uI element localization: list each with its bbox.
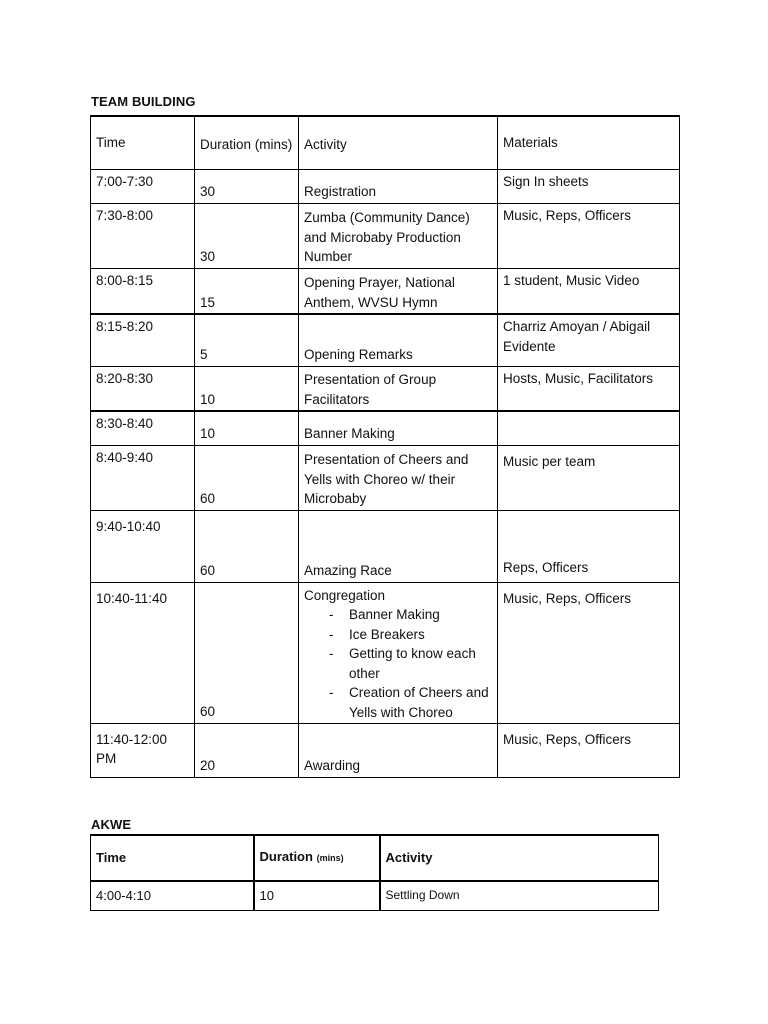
header-duration-label: Duration xyxy=(259,849,313,865)
cell-activity: Amazing Race xyxy=(299,510,498,582)
header-duration: Duration (mins) xyxy=(195,116,299,169)
header-materials: Materials xyxy=(498,116,680,169)
cell-duration: 10 xyxy=(195,411,299,445)
cell-materials xyxy=(498,411,680,445)
cell-time: 10:40-11:40 xyxy=(91,582,195,723)
table-header-row xyxy=(91,835,659,881)
activity-title: Congregation xyxy=(304,587,386,603)
cell-materials: Music, Reps, Officers xyxy=(498,582,680,723)
cell-time: 8:30-8:40 xyxy=(91,411,195,445)
header-duration-unit: (mins) xyxy=(316,853,344,864)
cell-time: 7:30-8:00 xyxy=(91,203,195,268)
cell-time: 8:20-8:30 xyxy=(91,366,195,411)
cell-duration: 5 xyxy=(195,314,299,366)
table-row xyxy=(91,582,680,723)
list-item: - Creation of Cheers and Yells with Choreo xyxy=(304,683,493,722)
cell-materials: Music per team xyxy=(498,445,680,510)
list-item: - Banner Making xyxy=(304,605,493,625)
list-item: - Ice Breakers xyxy=(304,625,493,645)
cell-activity: Zumba (Community Dance) and Microbaby Production Number xyxy=(299,203,498,268)
cell-duration: 60 xyxy=(195,582,299,723)
cell-activity: Banner Making xyxy=(299,411,498,445)
cell-activity: Presentation of Group Facilitators xyxy=(299,366,498,411)
cell-time: 11:40-12:00 PM xyxy=(91,723,195,777)
table-row xyxy=(91,445,680,510)
cell-duration: 30 xyxy=(195,169,299,203)
header-time: Time xyxy=(91,835,254,881)
cell-activity: Awarding xyxy=(299,723,498,777)
cell-activity: Registration xyxy=(299,169,498,203)
header-time: Time xyxy=(91,116,195,169)
cell-duration: 10 xyxy=(254,881,380,910)
table-row xyxy=(91,411,680,445)
cell-time: 4:00-4:10 xyxy=(91,881,254,910)
table-row xyxy=(91,268,680,314)
header-activity: Activity xyxy=(299,116,498,169)
cell-materials: Charriz Amoyan / Abigail Evidente xyxy=(498,314,680,366)
cell-duration: 30 xyxy=(195,203,299,268)
cell-duration: 10 xyxy=(195,366,299,411)
table-row xyxy=(91,203,680,268)
cell-activity: Settling Down xyxy=(380,881,659,910)
team-building-heading: TEAM BUILDING xyxy=(91,94,196,109)
cell-materials: Reps, Officers xyxy=(498,510,680,582)
cell-duration: 20 xyxy=(195,723,299,777)
cell-materials: 1 student, Music Video xyxy=(498,268,680,314)
akwe-table xyxy=(90,834,659,911)
cell-materials: Music, Reps, Officers xyxy=(498,723,680,777)
table-row xyxy=(91,723,680,777)
cell-time: 9:40-10:40 xyxy=(91,510,195,582)
list-item: - Getting to know each other xyxy=(304,644,493,683)
cell-materials: Sign In sheets xyxy=(498,169,680,203)
cell-activity: Opening Prayer, National Anthem, WVSU Hymn xyxy=(299,268,498,314)
header-duration xyxy=(254,835,380,881)
cell-time: 7:00-7:30 xyxy=(91,169,195,203)
cell-time: 8:00-8:15 xyxy=(91,268,195,314)
cell-activity: Opening Remarks xyxy=(299,314,498,366)
team-building-table xyxy=(90,115,680,778)
cell-duration: 60 xyxy=(195,510,299,582)
cell-time: 8:40-9:40 xyxy=(91,445,195,510)
table-row xyxy=(91,881,659,910)
cell-duration: 15 xyxy=(195,268,299,314)
cell-materials: Hosts, Music, Facilitators xyxy=(498,366,680,411)
table-row xyxy=(91,510,680,582)
cell-activity xyxy=(299,582,498,723)
cell-activity: Presentation of Cheers and Yells with Choreo w/ their Microbaby xyxy=(299,445,498,510)
table-header-row xyxy=(91,116,680,169)
sub-activity-list xyxy=(304,605,493,722)
table-row xyxy=(91,314,680,366)
cell-materials: Music, Reps, Officers xyxy=(498,203,680,268)
header-activity: Activity xyxy=(380,835,659,881)
table-row xyxy=(91,169,680,203)
cell-duration: 60 xyxy=(195,445,299,510)
cell-time: 8:15-8:20 xyxy=(91,314,195,366)
akwe-heading: AKWE xyxy=(91,817,132,832)
table-row xyxy=(91,366,680,411)
